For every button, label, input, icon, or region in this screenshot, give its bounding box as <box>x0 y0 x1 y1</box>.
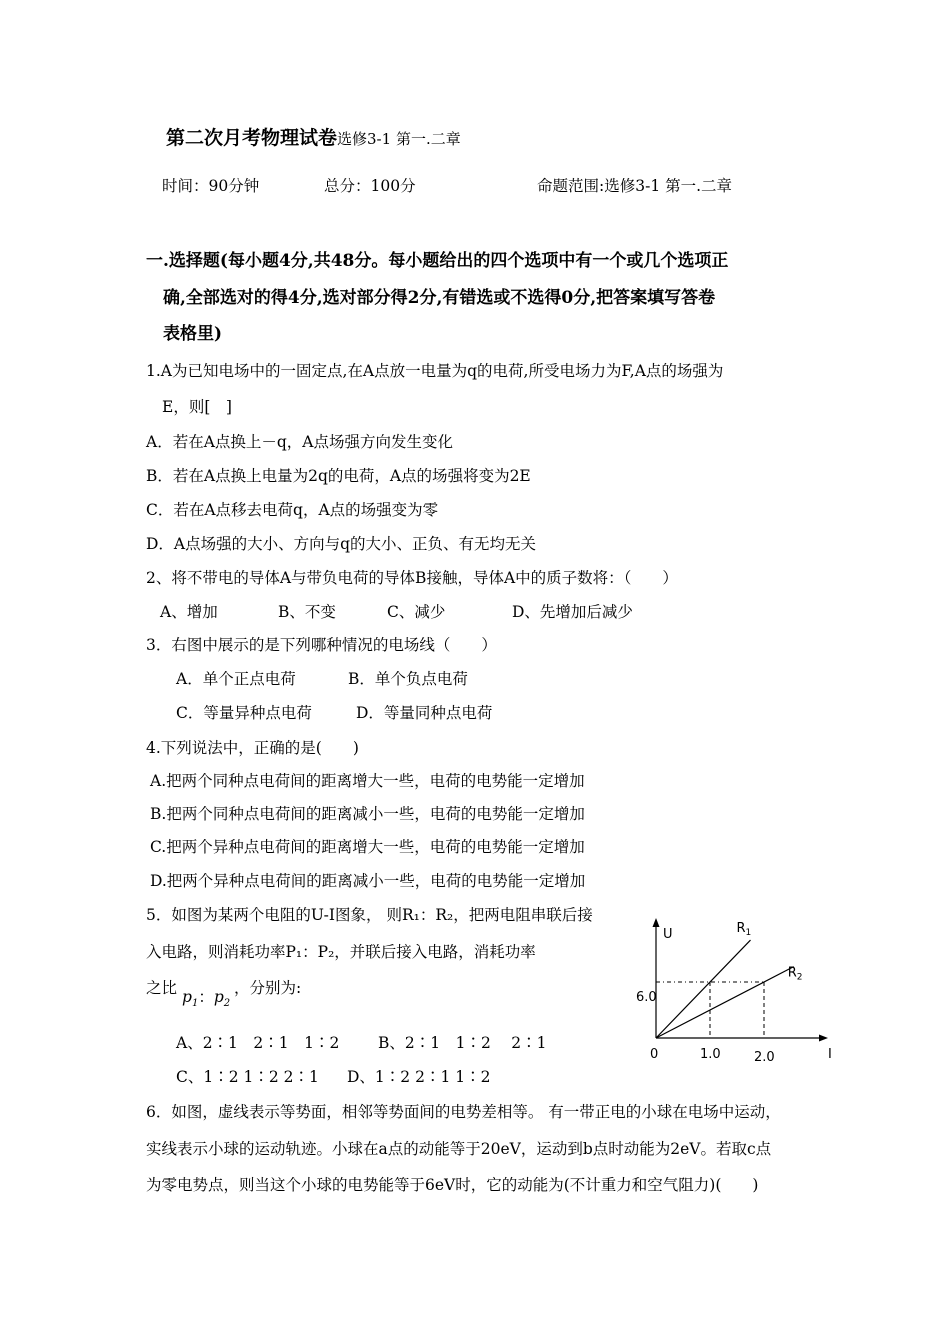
q3-option-d: D．等量同种点电荷 <box>356 704 493 722</box>
q3-option-b: B．单个负点电荷 <box>348 670 468 688</box>
q5-ratio-sub1: 1 <box>191 998 199 1010</box>
x-axis-arrow-icon <box>819 1035 828 1042</box>
exam-time: 时间：90分钟 <box>162 177 260 195</box>
series-line-r2 <box>656 967 794 1038</box>
q5-ratio-sub2: 2 <box>223 998 231 1010</box>
q3-option-a: A．单个正点电荷 <box>176 670 296 688</box>
q4-option-d: D.把两个异种点电荷间的距离减小一些，电荷的电势能一定增加 <box>150 872 586 890</box>
q5-stem-line3-prefix: 之比 <box>146 979 178 997</box>
section-heading-line1: 一.选择题(每小题4分,共48分。每小题给出的四个选项中有一个或几个选项正 <box>146 251 729 271</box>
q5-option-b: B、2∶1 1∶2 2∶1 <box>378 1034 547 1052</box>
series-label-r1-sub: 1 <box>745 928 752 939</box>
series-line-r1 <box>656 940 751 1038</box>
q5-stem-line2: 入电路，则消耗功率P₁：P₂，并联后接入电路，消耗功率 <box>146 943 536 961</box>
q1-option-a: A．若在A点换上－q，A点场强方向发生变化 <box>146 433 454 451</box>
q4-option-b: B.把两个同种点电荷间的距离减小一些，电荷的电势能一定增加 <box>150 805 585 823</box>
origin-label: 0 <box>650 1047 659 1062</box>
q1-option-c: C．若在A点移去电荷q，A点的场强变为零 <box>146 501 439 519</box>
section-heading-line3: 表格里) <box>163 324 223 344</box>
exam-title: 第二次月考物理试卷 <box>166 127 338 149</box>
q4-stem: 4.下列说法中，正确的是( ) <box>146 739 359 757</box>
series-label-r2-name: R <box>787 965 797 981</box>
section-heading-line2: 确,全部选对的得4分,选对部分得2分,有错选或不选得0分,把答案填写答卷 <box>163 288 716 308</box>
q3-option-c: C．等量异种点电荷 <box>176 704 312 722</box>
exam-subtitle: 选修3-1 第一.二章 <box>337 130 461 148</box>
series-label-r1-name: R <box>736 921 746 937</box>
series-label-r2 <box>788 966 803 983</box>
exam-scope: 命题范围:选修3-1 第一.二章 <box>537 177 733 195</box>
exam-total: 总分：100分 <box>324 177 416 195</box>
y-tick-label-1: 6.0 <box>636 990 657 1006</box>
q2-option-b: B、不变 <box>278 603 336 621</box>
q5-ratio <box>182 987 230 1014</box>
q5-ratio-p1: p <box>182 988 192 1006</box>
q2-stem: 2、将不带电的导体A与带负电荷的导体B接触，导体A中的质子数将：（ ） <box>146 569 678 587</box>
q5-ratio-colon: ： <box>198 988 214 1006</box>
q2-option-a: A、增加 <box>160 603 218 621</box>
q6-line1: 6．如图，虚线表示等势面，相邻等势面间的电势差相等。 有一带正电的小球在电场中运动， <box>146 1103 781 1121</box>
x-tick-label-2: 2.0 <box>754 1050 775 1065</box>
q1-stem-line1: 1.A为已知电场中的一固定点,在A点放一电量为q的电荷,所受电场力为F,A点的场强为 <box>146 362 724 380</box>
exam-title-line <box>166 128 461 149</box>
q2-option-c: C、减少 <box>387 603 446 621</box>
q5-ratio-p2: p <box>213 988 224 1006</box>
q2-option-d: D、先增加后减少 <box>512 603 633 621</box>
q4-option-a: A.把两个同种点电荷间的距离增大一些，电荷的电势能一定增加 <box>150 772 585 790</box>
q1-option-b: B．若在A点换上电量为2q的电荷，A点的场强将变为2E <box>146 467 531 485</box>
q5-stem-line3-suffix: ，分别为: <box>234 979 302 997</box>
q1-option-d: D．A点场强的大小、方向与q的大小、正负、有无均无关 <box>146 535 537 553</box>
q1-stem-line2: E，则[ ] <box>162 398 232 416</box>
ui-graph <box>630 910 850 1070</box>
x-axis-label: I <box>828 1047 832 1062</box>
q6-line3: 为零电势点，则当这个小球的电势能等于6eV时，它的动能为(不计重力和空气阻力)( ) <box>146 1176 759 1194</box>
x-tick-label-1: 1.0 <box>700 1047 721 1062</box>
q4-option-c: C.把两个异种点电荷间的距离增大一些，电荷的电势能一定增加 <box>150 838 585 856</box>
series-label-r1 <box>737 921 752 938</box>
q5-stem-line1: 5．如图为某两个电阻的U-I图象， 则R₁：R₂，把两电阻串联后接 <box>146 906 593 924</box>
q5-option-a: A、2∶1 2∶1 1∶2 <box>176 1034 340 1052</box>
q3-stem: 3．右图中展示的是下列哪种情况的电场线（ ） <box>146 636 497 654</box>
q5-option-d: D、1∶2 2∶1 1∶2 <box>347 1068 491 1086</box>
y-axis-arrow-icon <box>653 918 660 927</box>
q5-option-c: C、1∶2 1∶2 2∶1 <box>176 1068 319 1086</box>
y-axis-label: U <box>663 927 673 942</box>
series-label-r2-sub: 2 <box>796 972 803 983</box>
q6-line2: 实线表示小球的运动轨迹。小球在a点的动能等于20eV，运动到b点时动能为2eV。若取c点 <box>146 1140 772 1158</box>
